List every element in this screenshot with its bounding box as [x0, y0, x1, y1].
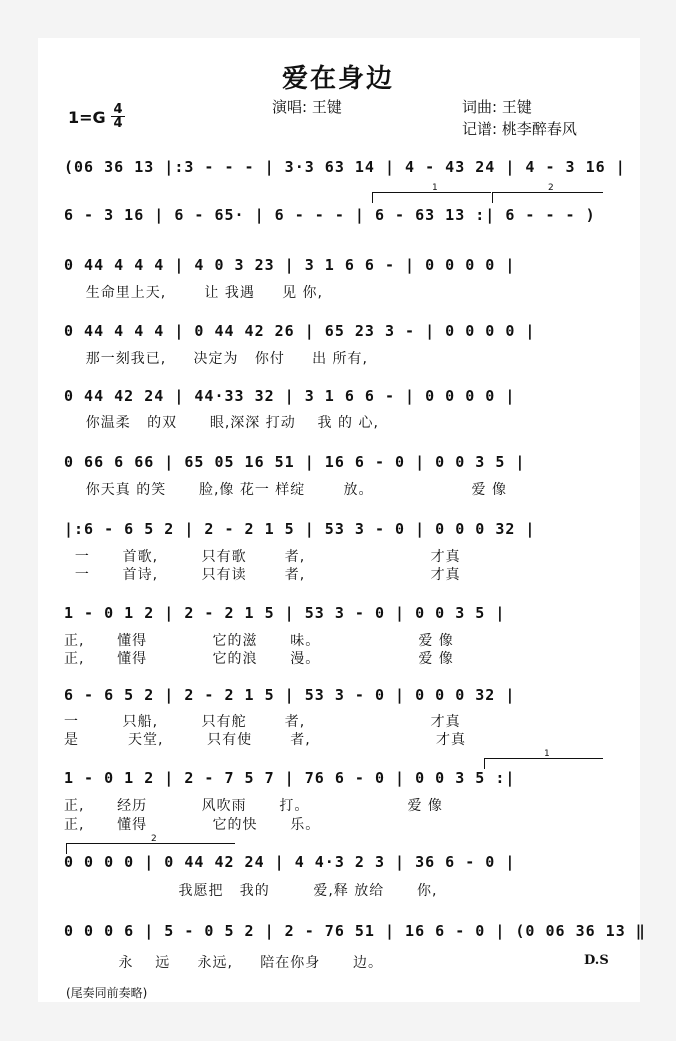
lyrics-line-3: 生命里上天, 让 我遇 见 你,	[64, 285, 324, 301]
score-line-1: (06 36 13 |:3 - - - | 3·3 63 14 | 4 - 43 24 | 4 - 3 16 |	[64, 158, 626, 176]
lyrics-line-6: 你天真 的笑 脸,像 花一 样绽 放。 爱 像	[64, 482, 508, 498]
score-line-11: 0 0 0 0 | 0 44 42 24 | 4 4·3 2 3 | 36 6 - 0 |	[64, 853, 516, 871]
lyrics-line-7a: 一 首歌, 只有歌 者, 才真	[64, 549, 461, 565]
score-line-8: 1 - 0 1 2 | 2 - 2 1 5 | 53 3 - 0 | 0 0 3 5 |	[64, 604, 506, 622]
score-line-12: 0 0 0 6 | 5 - 0 5 2 | 2 - 76 51 | 16 6 - 0 | (0 06 36 13 ‖	[64, 922, 646, 940]
time-signature-bottom: 4	[113, 116, 123, 131]
volta-bracket-3: 1	[484, 758, 603, 769]
score-line-9: 6 - 6 5 2 | 2 - 2 1 5 | 53 3 - 0 | 0 0 0 32 |	[64, 686, 516, 704]
key-signature: 1=G	[68, 108, 106, 127]
time-signature	[111, 103, 125, 130]
score-line-6: 0 66 6 66 | 65 05 16 51 | 16 6 - 0 | 0 0 3 5 |	[64, 453, 526, 471]
song-title: 爱在身边	[281, 64, 394, 94]
score-line-2: 6 - 3 16 | 6 - 65· | 6 - - - | 6 - 63 13 :| 6 - - - )	[64, 206, 596, 224]
volta-bracket-1: 1	[372, 192, 491, 203]
score-line-7: |:6 - 6 5 2 | 2 - 2 1 5 | 53 3 - 0 | 0 0 0 32 |	[64, 520, 536, 538]
lyrics-line-12: 永 远 永远, 陪在你身 边。	[64, 955, 383, 971]
volta-bracket-2: 2	[492, 192, 603, 203]
lyrics-line-9a: 一 只船, 只有舵 者, 才真	[64, 714, 461, 730]
lyrics-line-11: 我愿把 我的 爱,释 放给 你,	[64, 883, 438, 899]
score-line-5: 0 44 42 24 | 44·33 32 | 3 1 6 6 - | 0 0 0 0 |	[64, 387, 516, 405]
score-line-4: 0 44 4 4 4 | 0 44 42 26 | 65 23 3 - | 0 0 0 0 |	[64, 322, 536, 340]
footer-note: (尾奏同前奏略)	[66, 986, 148, 1000]
lyrics-line-8a: 正, 懂得 它的滋 味。 爱 像	[64, 633, 454, 649]
volta-bracket-4: 2	[66, 843, 235, 854]
lyrics-line-8b: 正, 懂得 它的浪 漫。 爱 像	[64, 651, 454, 667]
time-signature-top: 4	[113, 102, 123, 117]
transcriber-credit: 记谱: 桃李醉春风	[462, 120, 577, 138]
lyrics-line-10a: 正, 经历 风吹雨 打。 爱 像	[64, 798, 443, 814]
lyricist-credit: 词曲: 王键	[462, 98, 532, 116]
lyrics-line-10b: 正, 懂得 它的快 乐。	[64, 817, 321, 833]
singer-credit: 演唱: 王键	[272, 98, 342, 116]
score-line-3: 0 44 4 4 4 | 4 0 3 23 | 3 1 6 6 - | 0 0 0 0 |	[64, 256, 516, 274]
lyrics-line-9b: 是 天堂, 只有使 者, 才真	[64, 732, 467, 748]
score-line-10: 1 - 0 1 2 | 2 - 7 5 7 | 76 6 - 0 | 0 0 3 5 :|	[64, 769, 516, 787]
lyrics-line-7b: 一 首诗, 只有读 者, 才真	[64, 567, 461, 583]
lyrics-line-5: 你温柔 的双 眼,深深 打动 我 的 心,	[64, 415, 379, 431]
lyrics-line-4: 那一刻我已, 决定为 你付 出 所有,	[64, 351, 369, 367]
dal-segno-mark: D.S	[584, 953, 609, 968]
